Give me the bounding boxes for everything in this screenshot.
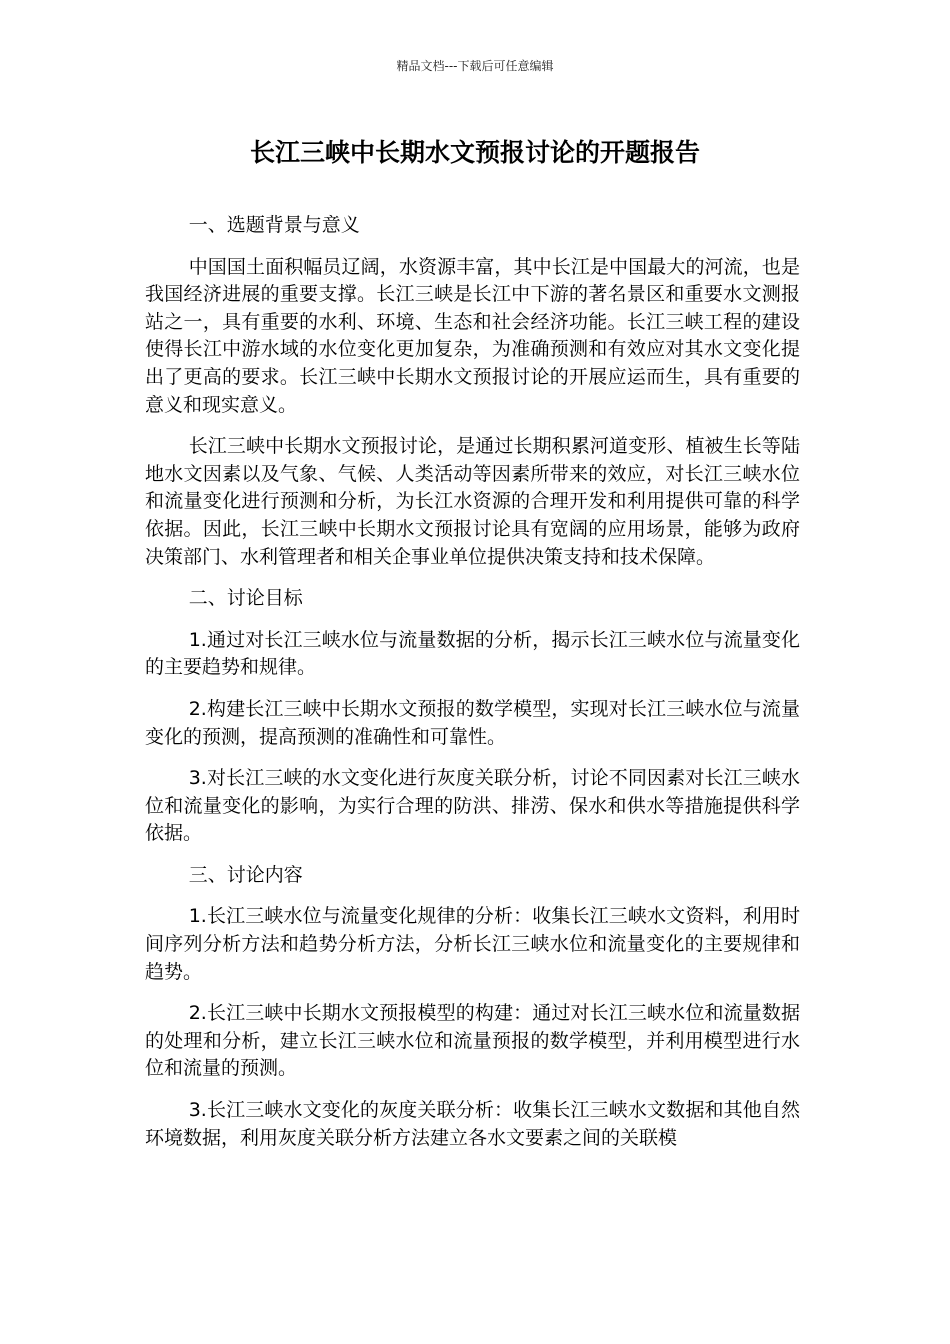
- paragraph: 2.长江三峡中长期水文预报模型的构建：通过对长江三峡水位和流量数据的处理和分析，建立长江三峡水位和流量预报的数学模型，并利用模型进行水位和流量的预测。: [145, 1002, 800, 1080]
- document-title: 长江三峡中长期水文预报讨论的开题报告: [249, 138, 700, 167]
- paragraph: 长江三峡中长期水文预报讨论，是通过长期积累河道变形、植被生长等陆地水文因素以及气象、气候、人类活动等因素所带来的效应，对长江三峡水位和流量变化进行预测和分析，为长江水资源的合理开发和利用提供可靠的科学依据。因此，长江三峡中长期水文预报讨论具有宽阔的应用场景，能够为政府决策部门、水利管理者和相关企事业单位提供决策支持和技术保障。: [145, 435, 800, 568]
- paragraph: 1.长江三峡水位与流量变化规律的分析：收集长江三峡水文资料，利用时间序列分析方法和趋势分析方法，分析长江三峡水位和流量变化的主要规律和趋势。: [145, 905, 800, 983]
- section-heading-background: 一、选题背景与意义: [188, 214, 360, 236]
- paragraph: 3.长江三峡水文变化的灰度关联分析：收集长江三峡水文数据和其他自然环境数据，利用灰度关联分析方法建立各水文要素之间的关联模: [145, 1099, 800, 1149]
- section-heading-content: 三、讨论内容: [188, 863, 303, 886]
- header-note: 精品文档---下载后可任意编辑: [396, 59, 554, 73]
- paragraph: 2.构建长江三峡中长期水文预报的数学模型，实现对长江三峡水位与流量变化的预测，提高预测的准确性和可靠性。: [145, 697, 800, 748]
- document-body: [145, 212, 800, 1166]
- paragraph: 1.通过对长江三峡水位与流量数据的分析，揭示长江三峡水位与流量变化的主要趋势和规律。: [145, 628, 800, 679]
- paragraph: 3.对长江三峡的水文变化进行灰度关联分析，讨论不同因素对长江三峡水位和流量变化的影响，为实行合理的防洪、排涝、保水和供水等措施提供科学依据。: [145, 767, 800, 845]
- section-heading-objectives: 二、讨论目标: [188, 587, 303, 610]
- paragraph: 中国国土面积幅员辽阔，水资源丰富，其中长江是中国最大的河流，也是我国经济进展的重要支撑。长江三峡是长江中下游的著名景区和重要水文测报站之一，具有重要的水利、环境、生态和社会经济功能。长江三峡工程的建设使得长江中游水域的水位变化更加复杂，为准确预测和有效应对其水文变化提出了更高的要求。长江三峡中长期水文预报讨论的开展应运而生，具有重要的意义和现实意义。: [145, 255, 800, 416]
